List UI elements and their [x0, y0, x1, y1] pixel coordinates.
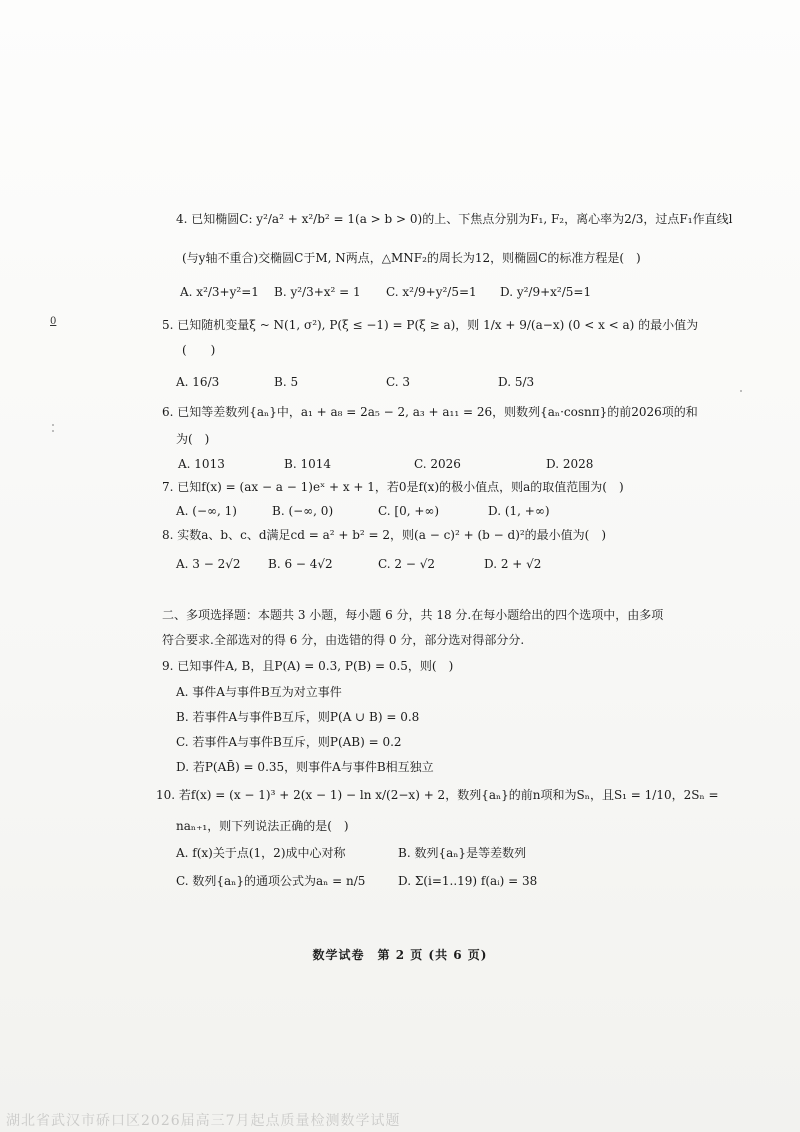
- margin-mark: 0: [50, 316, 57, 327]
- question-7-option-a: A. (−∞, 1): [176, 504, 237, 518]
- source-watermark: 湖北省武汉市硚口区2026届高三7月起点质量检测数学试题: [6, 1113, 401, 1129]
- question-9-option-b: B. 若事件A与事件B互斥，则P(A ∪ B) = 0.8: [176, 710, 420, 724]
- question-8-stem: 8. 实数a、b、c、d满足cd = a² + b² = 2，则(a − c)² + (b − d)²的最小值为( ): [162, 528, 607, 542]
- question-5-option-b: B. 5: [274, 375, 299, 389]
- question-9-option-a: A. 事件A与事件B互为对立事件: [176, 685, 342, 699]
- question-6-option-d: D. 2028: [546, 457, 594, 471]
- question-9-stem: 9. 已知事件A, B，且P(A) = 0.3, P(B) = 0.5，则( ): [162, 659, 454, 673]
- question-5-stem-line2: ( ): [182, 343, 216, 357]
- section-2-instructions-line1: 二、多项选择题：本题共 3 小题，每小题 6 分，共 18 分.在每小题给出的四个选项中，由多项: [162, 608, 664, 622]
- question-7-option-b: B. (−∞, 0): [272, 504, 334, 518]
- question-10-option-c: C. 数列{aₙ}的通项公式为aₙ = n/5: [176, 874, 366, 888]
- question-9-option-c: C. 若事件A与事件B互斥，则P(AB) = 0.2: [176, 735, 402, 749]
- question-7-stem: 7. 已知f(x) = (ax − a − 1)eˣ + x + 1，若0是f(x)的极小值点，则a的取值范围为( ): [162, 480, 624, 494]
- question-4-stem-line2: (与y轴不重合)交椭圆C于M, N两点，△MNF₂的周长为12，则椭圆C的标准方程是( ): [182, 251, 641, 265]
- question-10-option-d: D. Σ(i=1..19) f(aᵢ) = 38: [398, 874, 538, 888]
- question-10-stem-line2: naₙ₊₁，则下列说法正确的是( ): [176, 819, 349, 833]
- question-9-option-d: D. 若P(AB̄) = 0.35，则事件A与事件B相互独立: [176, 760, 434, 774]
- question-6-option-b: B. 1014: [284, 457, 331, 471]
- question-10-stem-line1: 10. 若f(x) = (x − 1)³ + 2(x − 1) − ln x/(2−x) + 2，数列{aₙ}的前n项和为Sₙ，且S₁ = 1/10，2Sₙ =: [156, 788, 719, 802]
- question-5-option-a: A. 16/3: [176, 375, 220, 389]
- scan-speck: [740, 390, 742, 392]
- question-6-stem-line1: 6. 已知等差数列{aₙ}中，a₁ + a₈ = 2a₅ − 2, a₃ + a₁₁ = 26，则数列{aₙ·cosnπ}的前2026项的和: [162, 405, 698, 419]
- question-10-option-b: B. 数列{aₙ}是等差数列: [398, 846, 527, 860]
- question-8-option-c: C. 2 − √2: [378, 557, 435, 571]
- scan-speck: [52, 424, 54, 426]
- question-7-option-d: D. (1, +∞): [488, 504, 550, 518]
- section-2-instructions-line2: 符合要求.全部选对的得 6 分，由选错的得 0 分，部分选对得部分分.: [162, 633, 525, 647]
- question-4-option-a: A. x²/3+y²=1: [180, 285, 259, 299]
- question-5-option-c: C. 3: [386, 375, 411, 389]
- page-footer: 数学试卷 第 2 页 (共 6 页): [312, 948, 488, 962]
- question-10-option-a: A. f(x)关于点(1，2)成中心对称: [176, 846, 346, 860]
- question-4-option-c: C. x²/9+y²/5=1: [386, 285, 477, 299]
- scan-speck: [52, 430, 54, 432]
- question-8-option-a: A. 3 − 2√2: [176, 557, 241, 571]
- question-5-option-d: D. 5/3: [498, 375, 535, 389]
- question-7-option-c: C. [0, +∞): [378, 504, 440, 518]
- question-4-stem-line1: 4. 已知椭圆C: y²/a² + x²/b² = 1(a > b > 0)的上、下焦点分别为F₁, F₂，离心率为2/3，过点F₁作直线l: [176, 212, 733, 226]
- question-6-option-c: C. 2026: [414, 457, 461, 471]
- question-6-stem-line2: 为( ): [176, 432, 210, 446]
- question-4-option-b: B. y²/3+x² = 1: [274, 285, 361, 299]
- question-5-stem-line1: 5. 已知随机变量ξ ~ N(1, σ²), P(ξ ≤ −1) = P(ξ ≥ a)，则 1/x + 9/(a−x) (0 < x < a) 的最小值为: [162, 318, 699, 332]
- question-4-option-d: D. y²/9+x²/5=1: [500, 285, 592, 299]
- question-8-option-d: D. 2 + √2: [484, 557, 542, 571]
- question-6-option-a: A. 1013: [178, 457, 225, 471]
- question-8-option-b: B. 6 − 4√2: [268, 557, 333, 571]
